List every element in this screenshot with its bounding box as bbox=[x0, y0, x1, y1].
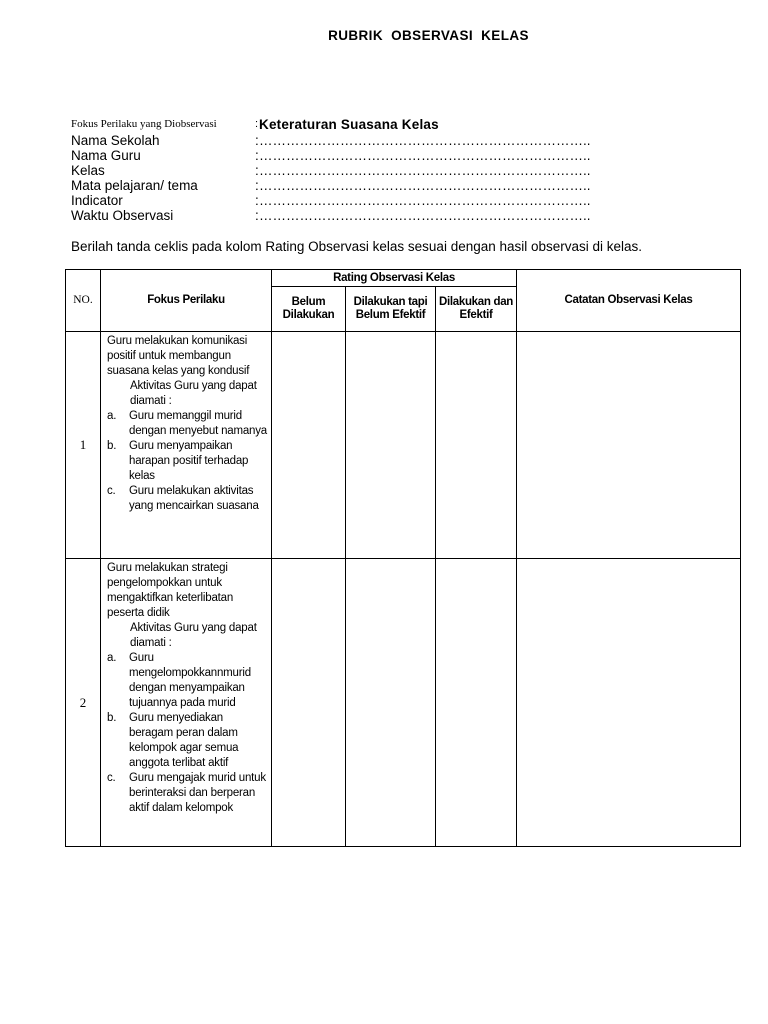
observation-info bbox=[71, 117, 731, 223]
field-separator: : bbox=[255, 118, 259, 130]
header-dilakukan-efektif: Dilakukan dan Efektif bbox=[436, 287, 517, 332]
field-label: Kelas bbox=[71, 163, 105, 178]
field-fokus-perilaku bbox=[71, 117, 731, 133]
field-label: Nama Guru bbox=[71, 148, 141, 163]
rating-dilakukan-belum-efektif-cell[interactable] bbox=[346, 559, 436, 847]
field-value: ……………………………………………………………….. bbox=[259, 163, 591, 178]
field-value: ……………………………………………………………….. bbox=[259, 208, 591, 223]
fokus-perilaku-cell bbox=[101, 559, 272, 847]
field-value: ……………………………………………………………….. bbox=[259, 178, 591, 193]
field-separator: : bbox=[255, 148, 259, 163]
field-label: Mata pelajaran/ tema bbox=[71, 178, 198, 193]
rating-dilakukan-efektif-cell[interactable] bbox=[436, 559, 517, 847]
behavior-description: Guru melakukan strategi pengelompokkan untuk mengaktifkan keterlibatan peserta didik bbox=[107, 562, 234, 619]
header-belum-dilakukan: Belum Dilakukan bbox=[272, 287, 346, 332]
field-indicator bbox=[71, 193, 731, 208]
item-marker: a. bbox=[107, 652, 117, 664]
field-separator: : bbox=[255, 133, 259, 148]
field-separator: : bbox=[255, 178, 259, 193]
instruction-text: Berilah tanda ceklis pada kolom Rating Observasi kelas sesuai dengan hasil observasi di kelas. bbox=[71, 239, 643, 254]
field-separator: : bbox=[255, 163, 259, 178]
item-text: Guru melakukan aktivitas yang mencairkan suasana bbox=[129, 485, 259, 512]
fokus-perilaku-cell bbox=[101, 332, 272, 559]
activity-item bbox=[107, 651, 267, 711]
activity-heading bbox=[107, 621, 267, 651]
item-marker: b. bbox=[107, 712, 117, 724]
catatan-cell[interactable] bbox=[517, 559, 741, 847]
activity-item bbox=[107, 409, 267, 439]
field-separator: : bbox=[255, 208, 259, 223]
field-nama-sekolah bbox=[71, 133, 731, 148]
rating-belum-cell[interactable] bbox=[272, 559, 346, 847]
field-kelas bbox=[71, 163, 731, 178]
item-text: Guru mengelompokkannmurid dengan menyampaikan tujuannya pada murid bbox=[129, 652, 251, 709]
rating-dilakukan-efektif-cell[interactable] bbox=[436, 332, 517, 559]
activity-heading-text: Aktivitas Guru yang dapat diamati : bbox=[130, 622, 257, 649]
behavior-description: Guru melakukan komunikasi positif untuk membangun suasana kelas yang kondusif bbox=[107, 335, 250, 377]
bullet-marker bbox=[107, 621, 130, 651]
item-text: Guru menyampaikan harapan positif terhadap kelas bbox=[129, 440, 249, 482]
activity-heading bbox=[107, 379, 267, 409]
table-row bbox=[66, 559, 741, 847]
header-row bbox=[66, 270, 741, 287]
item-marker: c. bbox=[107, 485, 116, 497]
activity-item bbox=[107, 711, 267, 771]
activity-heading-text: Aktivitas Guru yang dapat diamati : bbox=[130, 380, 257, 407]
item-marker: b. bbox=[107, 440, 117, 452]
field-label: Fokus Perilaku yang Diobservasi bbox=[71, 118, 217, 130]
rubric-table bbox=[65, 269, 741, 847]
field-value: ……………………………………………………………….. bbox=[259, 193, 591, 208]
field-label: Nama Sekolah bbox=[71, 133, 160, 148]
header-no: NO. bbox=[66, 270, 101, 332]
item-text: Guru mengajak murid untuk berinteraksi dan berperan aktif dalam kelompok bbox=[129, 772, 266, 814]
item-marker: a. bbox=[107, 410, 117, 422]
activity-item bbox=[107, 439, 267, 484]
header-fokus-perilaku: Fokus Perilaku bbox=[101, 270, 272, 332]
header-dilakukan-belum-efektif: Dilakukan tapi Belum Efektif bbox=[346, 287, 436, 332]
field-value: ……………………………………………………………….. bbox=[259, 133, 591, 148]
table-row bbox=[66, 332, 741, 559]
rating-dilakukan-belum-efektif-cell[interactable] bbox=[346, 332, 436, 559]
header-catatan: Catatan Observasi Kelas bbox=[517, 270, 741, 332]
field-value: ……………………………………………………………….. bbox=[259, 148, 591, 163]
document-title: RUBRIK OBSERVASI KELAS bbox=[328, 28, 529, 43]
activity-item bbox=[107, 771, 267, 816]
field-mata-pelajaran bbox=[71, 178, 731, 193]
item-text: Guru memanggil murid dengan menyebut namanya bbox=[129, 410, 267, 437]
field-value: Keteraturan Suasana Kelas bbox=[259, 117, 439, 132]
field-waktu-observasi bbox=[71, 208, 731, 223]
catatan-cell[interactable] bbox=[517, 332, 741, 559]
row-number: 1 bbox=[66, 332, 101, 559]
bullet-marker bbox=[107, 379, 130, 409]
item-text: Guru menyediakan beragam peran dalam kelompok agar semua anggota terlibat aktif bbox=[129, 712, 239, 769]
field-label: Waktu Observasi bbox=[71, 208, 174, 223]
field-nama-guru bbox=[71, 148, 731, 163]
rating-belum-cell[interactable] bbox=[272, 332, 346, 559]
field-separator: : bbox=[255, 193, 259, 208]
header-rating-group: Rating Observasi Kelas bbox=[272, 270, 517, 287]
row-number: 2 bbox=[66, 559, 101, 847]
item-marker: c. bbox=[107, 772, 116, 784]
activity-item bbox=[107, 484, 267, 514]
field-label: Indicator bbox=[71, 193, 123, 208]
